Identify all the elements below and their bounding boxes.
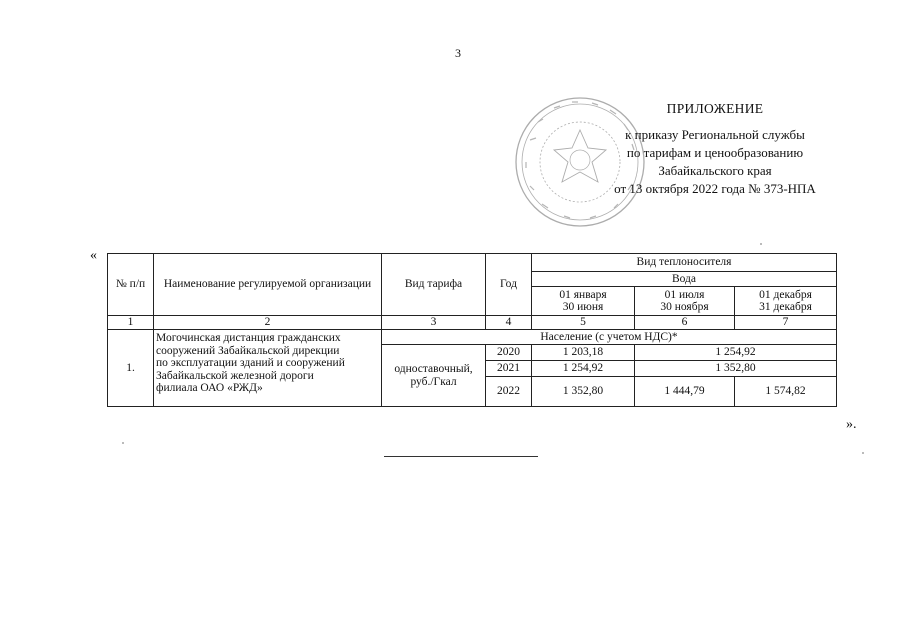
column-number: 7 [735,316,837,330]
value-2022-jul: 1 444,79 [635,377,735,407]
value-2022-dec: 1 574,82 [735,377,837,407]
org-line: Могочинская дистанция гражданских [156,332,341,344]
organization-name [154,330,382,407]
column-number-row [108,316,837,330]
column-number: 5 [532,316,635,330]
row-num: 1. [108,330,154,407]
value-2022-jan: 1 352,80 [532,377,635,407]
org-line: по эксплуатации зданий и сооружений [156,357,345,369]
column-number: 2 [154,316,382,330]
org-line: филиала ОАО «РЖД» [156,382,263,394]
header-line-1: к приказу Региональной службы [625,127,805,142]
header-period-1 [532,287,635,316]
appendix-title: ПРИЛОЖЕНИЕ [666,101,764,116]
org-line: Забайкальской железной дороги [156,369,314,382]
year-2021: 2021 [486,361,532,377]
value-2020-h1: 1 203,18 [532,345,635,361]
tariff-type-line-2: руб./Гкал [410,375,457,388]
scan-speck [862,452,864,454]
period-1-to: 30 июня [562,301,604,313]
value-2021-h2: 1 352,80 [635,361,837,377]
header-org: Наименование регулируемой организации [154,254,382,316]
column-number: 6 [635,316,735,330]
year-2022: 2022 [486,377,532,407]
column-number: 3 [382,316,486,330]
period-3-from: 01 декабря [759,288,812,301]
opening-quote: « [90,248,97,263]
scan-speck [122,442,124,444]
header-tariff-type: Вид тарифа [382,254,486,316]
period-3-to: 31 декабря [759,301,812,313]
closing-quote: ». [846,417,857,432]
value-2020-h2: 1 254,92 [635,345,837,361]
header-water: Вода [532,272,837,287]
tariff-type-line-1: одноставочный, [394,363,473,375]
page-number: 3 [455,46,461,60]
scan-speck [760,243,762,245]
bottom-rule [384,456,538,457]
period-2-to: 30 ноября [660,301,709,313]
header-line-4: от 13 октября 2022 года № 373-НПА [614,181,816,196]
tariff-type [382,345,486,407]
year-2020: 2020 [486,345,532,361]
population-label: Население (с учетом НДС)* [382,330,837,345]
header-heat-carrier: Вид теплоносителя [532,254,837,272]
column-number: 1 [108,316,154,330]
header-num: № п/п [108,254,154,316]
value-2021-h1: 1 254,92 [532,361,635,377]
column-number: 4 [486,316,532,330]
header-period-3 [735,287,837,316]
period-2-from: 01 июля [664,288,705,301]
header-period-2 [635,287,735,316]
appendix-header [560,100,870,198]
header-line-2: по тарифам и ценообразованию [626,145,804,160]
period-1-from: 01 января [559,288,607,301]
header-year: Год [486,254,532,316]
header-line-3: Забайкальского края [658,163,772,178]
org-line: сооружений Забайкальской дирекции [156,344,340,357]
tariff-table [107,253,837,407]
